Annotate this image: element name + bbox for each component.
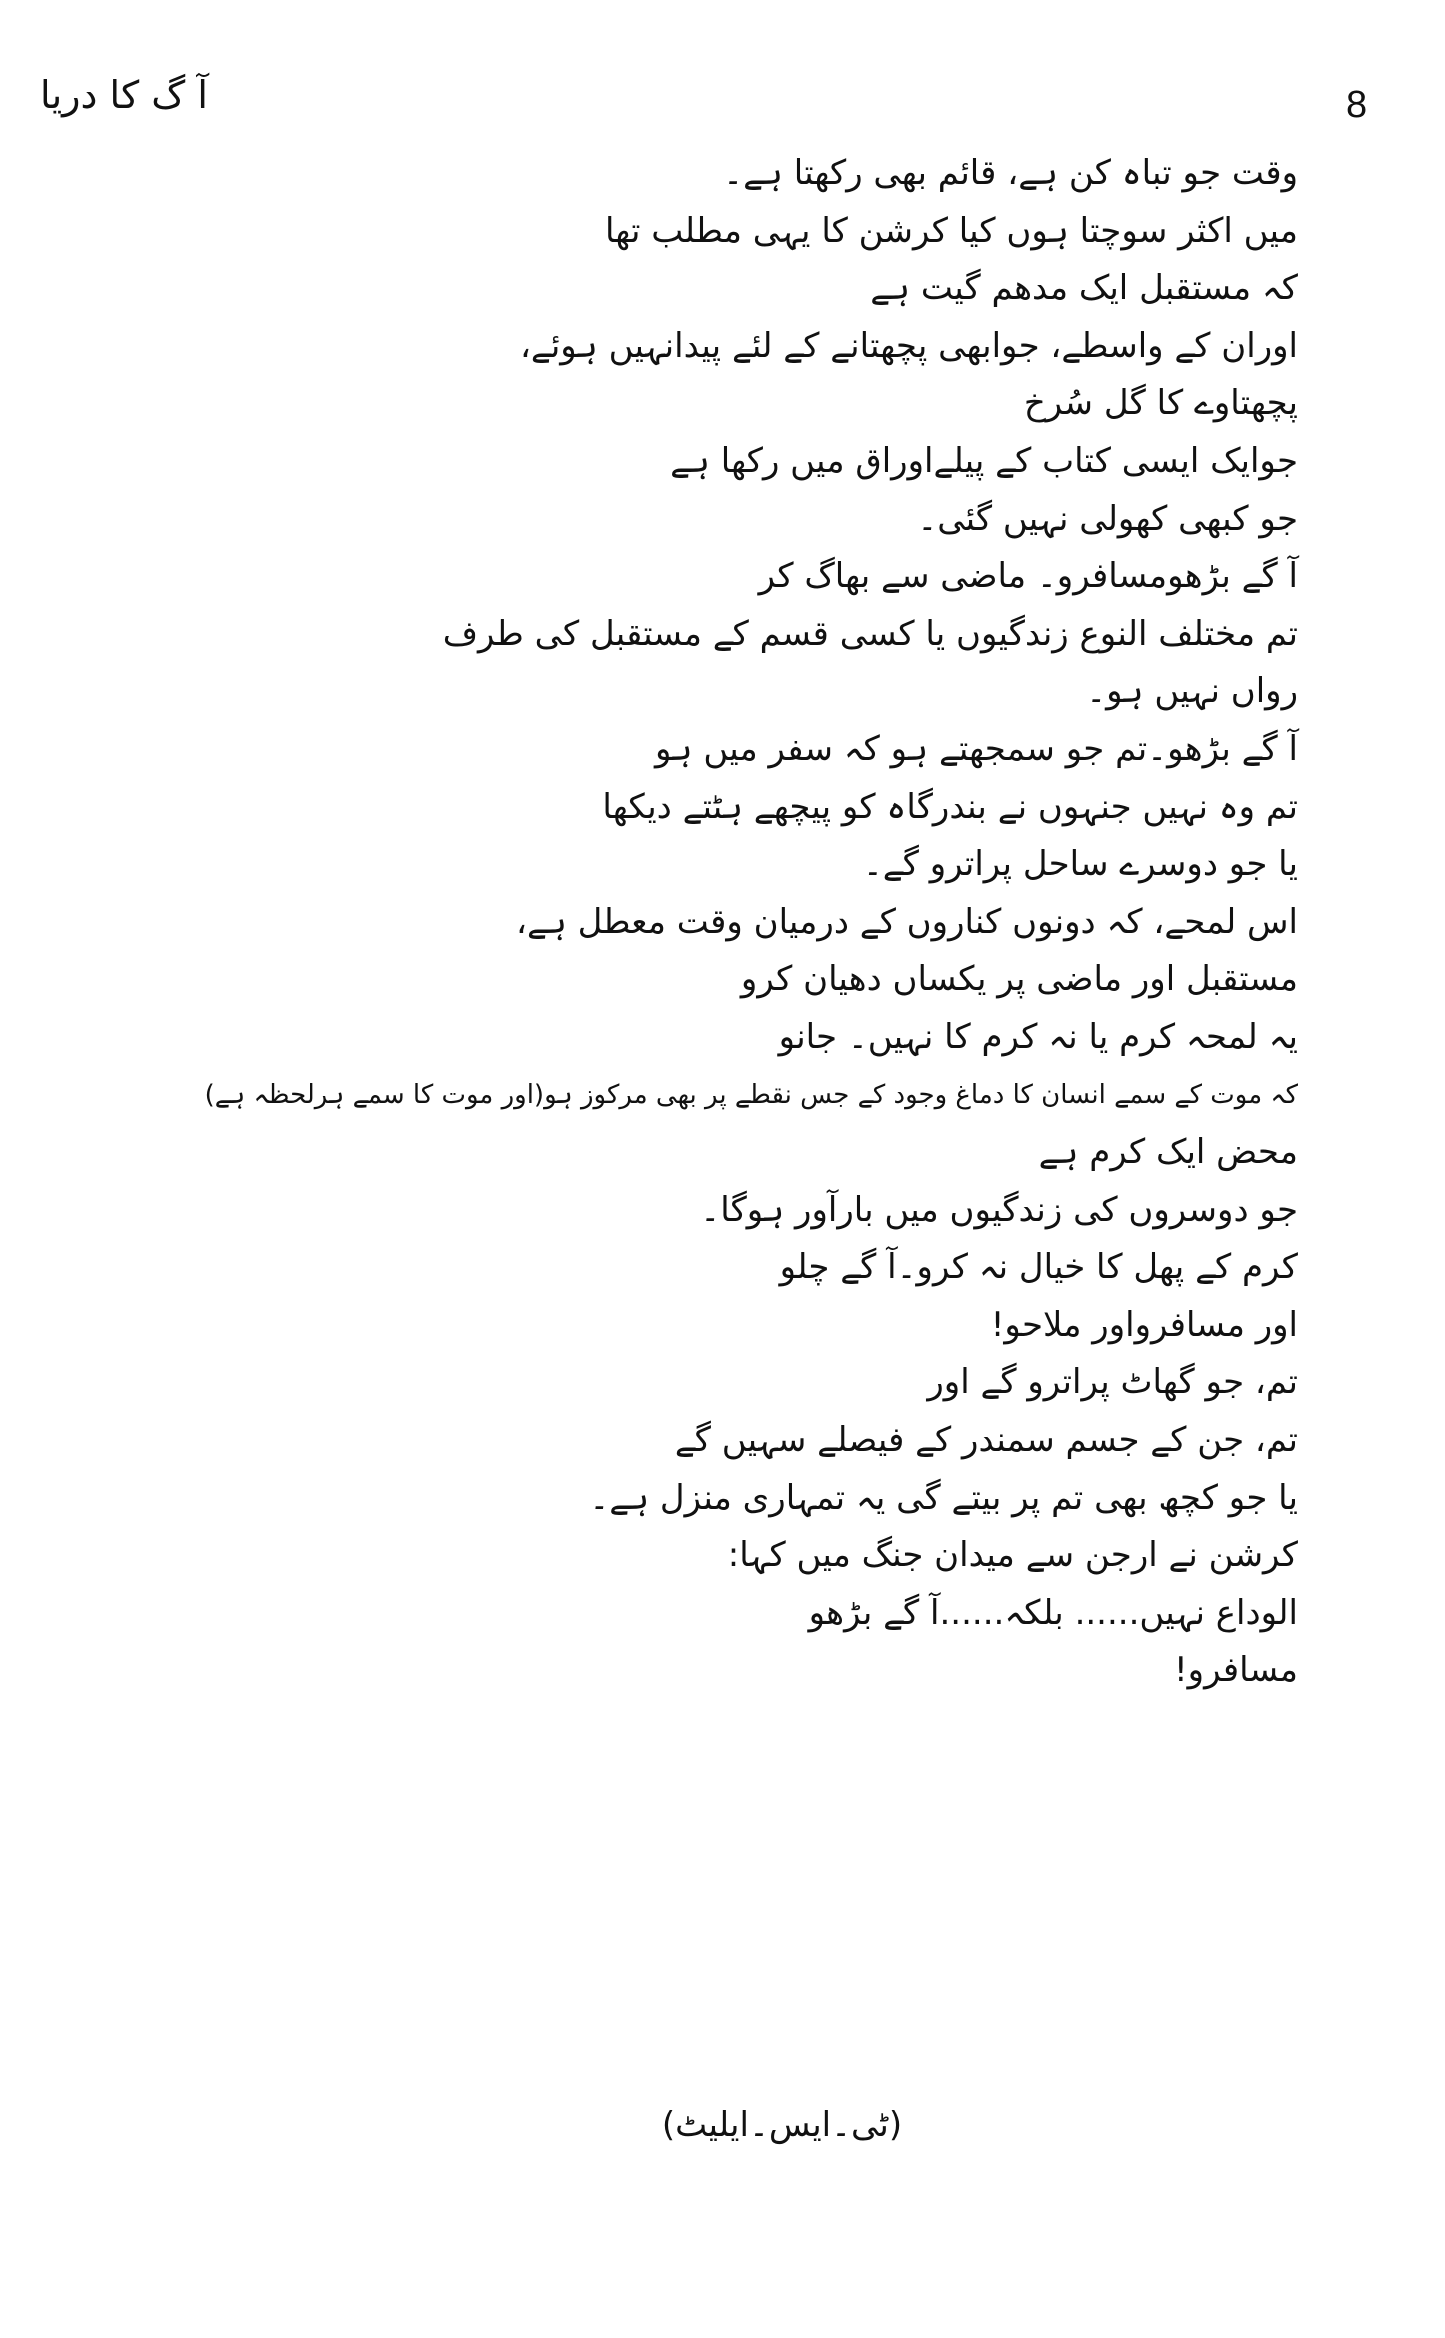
poem-line: جو کبھی کھولی نہیں گئی۔ [917,498,1298,539]
poem-body [200,145,1298,1700]
poem-line: اس لمحے، کہ دونوں کناروں کے درمیان وقت معطل ہے، [516,901,1298,942]
poem-line: محض ایک کرم ہے [1038,1132,1298,1173]
poem-line: آ گے بڑھومسافرو۔ ماضی سے بھاگ کر [758,556,1298,597]
poem-line: تم، جو گھاٹ پراترو گے اور [927,1362,1298,1403]
poem-line: مستقبل اور ماضی پر یکساں دھیان کرو [740,959,1298,1000]
poem-line: جوایک ایسی کتاب کے پیلےاوراق میں رکھا ہے [670,440,1298,481]
poem-line: یا جو کچھ بھی تم پر بیتے گی یہ تمہاری منزل ہے۔ [589,1477,1298,1518]
poem-line: کہ موت کے سمے انسان کا دماغ وجود کے جس نقطے پر بھی مرکوز ہو(اور موت کا سمے ہرلحظہ ہے) [204,1079,1298,1110]
poem-attribution: (ٹی۔ایس۔ایلیٹ) [661,2105,903,2145]
poem-line: تم مختلف النوع زندگیوں یا کسی قسم کے مستقبل کی طرف [442,613,1298,654]
poem-line: مسافرو! [1174,1650,1298,1691]
poem-line: اوران کے واسطے، جوابھی پچھتانے کے لئے پیدانہیں ہوئے، [519,325,1298,366]
poem-line: الوداع نہیں...... بلکہ......آ گے بڑھو [808,1592,1298,1633]
poem-line: تم وہ نہیں جنہوں نے بندرگاہ کو پیچھے ہٹتے دیکھا [602,786,1298,827]
poem-line: جو دوسروں کی زندگیوں میں بارآور ہوگا۔ [700,1189,1298,1230]
poem-line: اور مسافرواور ملاحو! [990,1304,1298,1345]
poem-line: کرم کے پھل کا خیال نہ کرو۔آ گے چلو [779,1247,1298,1288]
poem-line: میں اکثر سوچتا ہوں کیا کرشن کا یہی مطلب تھا [604,210,1298,251]
poem-line: یہ لمحہ کرم یا نہ کرم کا نہیں۔ جانو [778,1016,1298,1057]
poem-line: کرشن نے ارجن سے میدان جنگ میں کہا: [727,1535,1298,1576]
poem-line: کہ مستقبل ایک مدھم گیت ہے [870,268,1298,309]
page-number: 8 [1346,84,1368,126]
poem-line: رواں نہیں ہو۔ [1086,671,1298,712]
poem-line: آ گے بڑھو۔تم جو سمجھتے ہو کہ سفر میں ہو [655,728,1298,769]
running-header-title: آ گ کا دریا [40,73,208,117]
poem-line: پچھتاوے کا گل سُرخ [1023,383,1298,424]
poem-line: تم، جن کے جسم سمندر کے فیصلے سہیں گے [674,1420,1298,1461]
poem-line: یا جو دوسرے ساحل پراترو گے۔ [862,844,1298,885]
poem-line: وقت جو تباہ کن ہے، قائم بھی رکھتا ہے۔ [723,153,1298,193]
